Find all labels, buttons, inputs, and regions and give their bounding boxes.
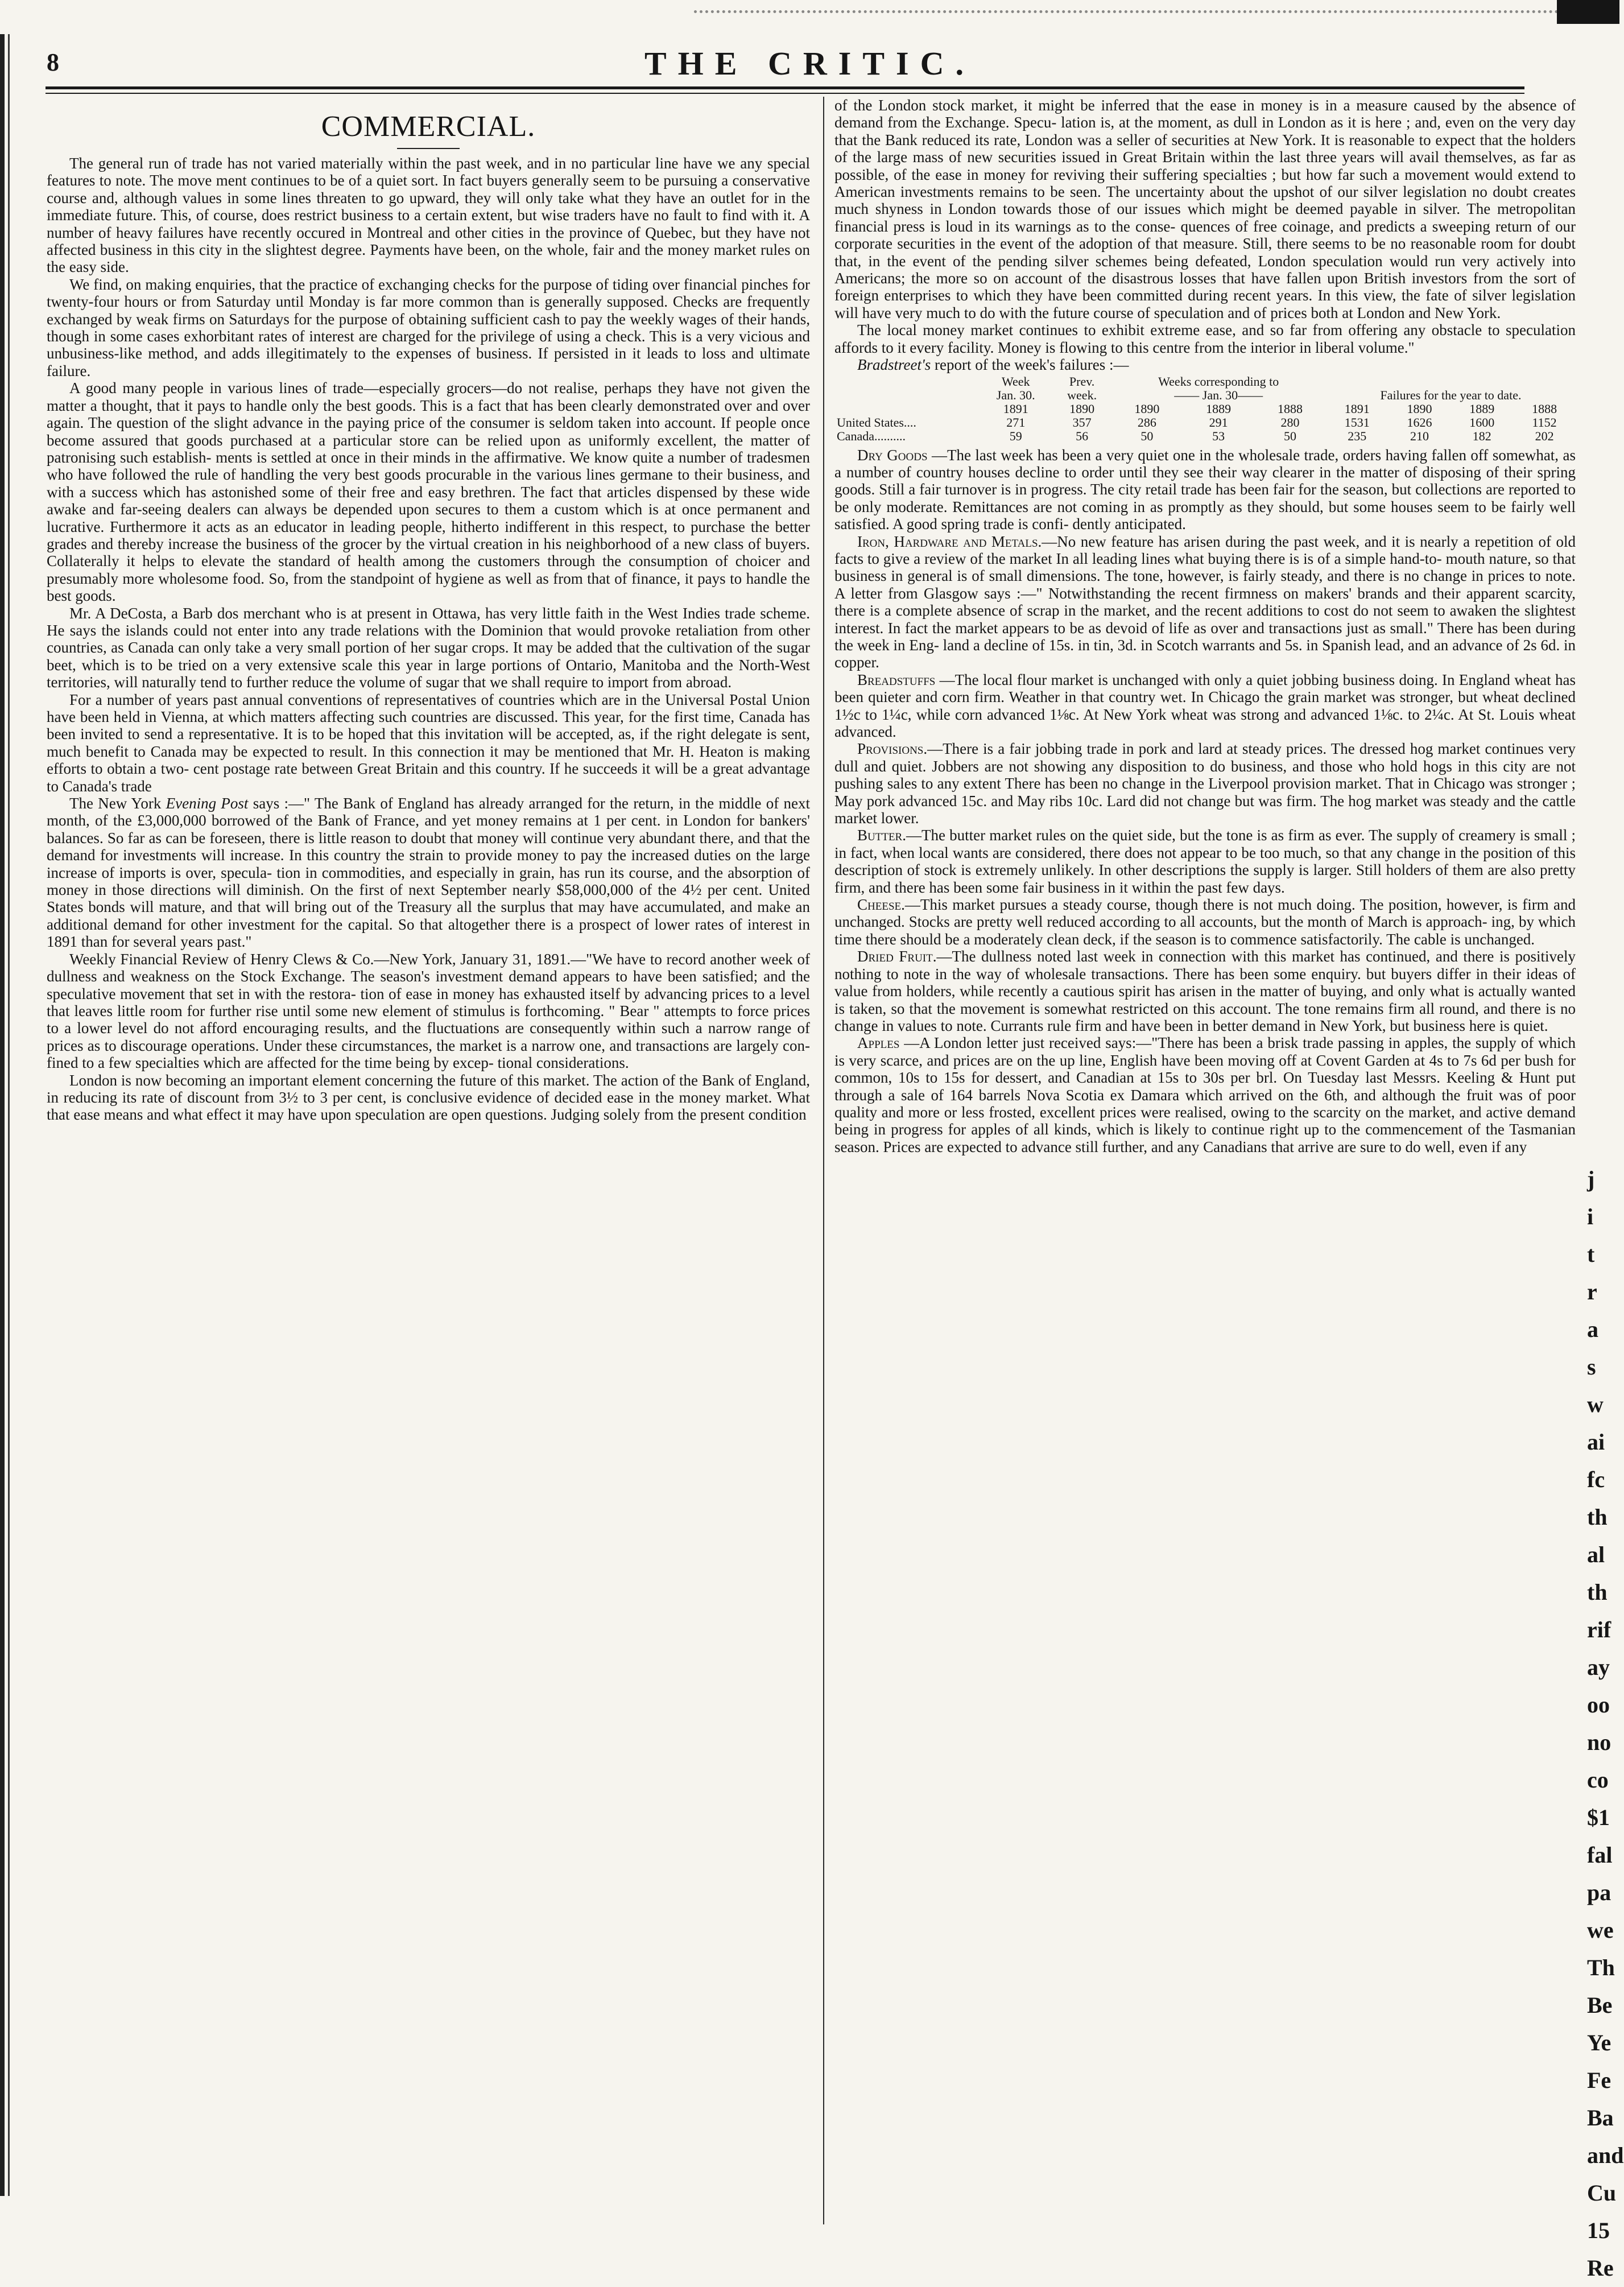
paragraph-london-market: London is now becoming an important element concerning the future of this market. The action of the Bank of England, in reducing its rate of discount from 3½ to 3 per cent, is conclusive evidence of decided ease in the money market. What that ease means and what effect it may have upon speculation are open questions. Judging solely from the present condition: [47, 1071, 810, 1124]
provisions-text: —There is a fair jobbing trade in pork and lard at steady prices. The dressed hog market continues very dull and quiet. Jobbers are not showing any disposition to do business, and those who hold hogs in this city are not pushing sales to any extent There has been no change in the Liverpool provision market. That in Chicago was stronger ; May pork advanced 15c. and May ribs 10c. Lard did not change but was firm. The hog market was steady and the cattle market lower.: [834, 740, 1576, 827]
margin-fragment: Be: [1587, 1992, 1613, 2018]
margin-fragment: a: [1587, 1316, 1598, 1342]
top-edge-strip: [0, 0, 1619, 40]
paragraph-evening-post: [47, 795, 810, 951]
margin-fragment: oo: [1587, 1692, 1610, 1718]
table-cell: 1600: [1469, 415, 1495, 430]
table-cell: 235: [1348, 428, 1367, 443]
section-heading: COMMERCIAL.: [321, 110, 536, 143]
failures-header-row-2: [834, 389, 1576, 402]
left-column: [47, 97, 810, 1124]
year-cell: 1889: [1469, 401, 1495, 416]
iron-text: —No new feature has arisen during the past week, and it is nearly a repetition of old facts to give a review of the market In all leading lines what buying there is is of a simple hand-to- mouth nature, so that business in general is of small dimensions. The tone, however, is fairly steady, and there is no change in prices to note. A letter from Glasgow says :—" Notwithstanding the recent firmness on makers' brands and their apparent scarcity, there is a complete absence of scrap in the market, and the recent additions to cost do not seem to awaken the slightest interest. In fact the market appears to be as devoid of life as over and transactions just as small." There has been during the week in Eng- land a decline of 15s. in tin, 3d. in Scotch warrants and 5s. in Spanish lead, and an advance of 2s 6d. in copper.: [834, 532, 1576, 671]
paragraph-dry-goods: [834, 447, 1576, 533]
margin-fragment: i: [1587, 1204, 1594, 1229]
margin-fragment: ay: [1587, 1654, 1610, 1680]
paragraph-butter: [834, 827, 1576, 896]
margin-fragment: Th: [1587, 1955, 1615, 1980]
paragraph-london-continued: of the London stock market, it might be inferred that the ease in money is in a measure caused by the absence of demand from the Exchange. Specu- lation is, at the moment, as dull in London as it is here ; and, even on the very day that the Bank reduced its rate, London was a seller of securities at New York. It is reasonable to expect that the holders of the large mass of new securities issued in Great Britain within the last three years will avail themselves, as far as possible, of the ease in money for reviving their suffering specialties ; but how far such a movement would extend to American investments remains to be seen. The uncertainty about the upshot of our silver legislation no doubt creates much shyness in London towards those of our issues which might be deemed payable in silver. The metropolitan financial press is loud in its warnings as to the conse- quences of free coinage, and predicts a sweeping return of our corporate securities in the event of the adoption of that measure. Still, there seems to be no reasonable room for doubt that, in the event of the pending silver schemes being defeated, London speculation would run very actively into Americans; the more so on account of the disastrous losses that have fallen upon British investors from the sort of foreign enterprises to which they have been committed during recent years. In this view, the fate of silver legislation will have very much to do with the future course of speculation and of prices both at London and New York.: [834, 97, 1576, 321]
margin-fragment: and: [1587, 2142, 1624, 2168]
table-cell: 56: [1076, 428, 1089, 443]
table-header-cell: Jan. 30.: [996, 387, 1035, 402]
margin-fragment: w: [1587, 1392, 1604, 1417]
table-cell: 286: [1137, 415, 1156, 430]
margin-fragment: Re: [1587, 2255, 1614, 2281]
paragraph-best-goods: A good many people in various lines of trade—especially grocers—do not realise, perhaps they have not given the matter a thought, that it pays to handle only the best goods. This is a fact that has been clearly demonstrated over and over again. The question of the slight advance in the paying price of the consumer is seldom taken into account. If people once become assured that goods purchased at a particular store can be relied upon as uniformly excellent, the matter of patronising such establish- ments is settled at once in their minds in the affirmative. We know quite a number of tradesmen who have followed the rule of handling the very best goods procurable in the various lines germane to their business, and with a success which has astonished some of their free and easy brethren. The fact that articles dispensed by these wide awake and far-seeing dealers can always be depended upon secures to them a custom which is at once permanent and lucrative. Furthermore it acts as an educator in leading people, hitherto indifferent in this respect, to purchase the better grades and thereby increase the business of the grocer by the virtual creation in his neighborhood of a new class of buyers. Collaterally it helps to elevate the standard of health among the customers through the consumption of choicer and presumably more wholesome food. So, from the standpoint of hygiene as well as from that of finance, it pays to handle the best goods.: [47, 379, 810, 605]
table-cell: 202: [1535, 428, 1554, 443]
table-header-cell: Failures for the year to date.: [1380, 387, 1522, 402]
year-cell: 1891: [1003, 401, 1028, 416]
paragraph-cheese: [834, 896, 1576, 948]
table-cell: 50: [1283, 428, 1296, 443]
table-cell: 1626: [1407, 415, 1432, 430]
breadstuffs-title: Breadstuffs: [857, 671, 936, 688]
butter-text: —The butter market rules on the quiet side, but the tone is as firm as ever. The supply of creamery is small ; in fact, when local wants are considered, there does not appear to be too much, so that any change in the position of this description of stock is extremely unlikely. In other descriptions the supply is larger. Still holders of them are also pretty firm, and there has been some fair business in it within the past few days.: [834, 827, 1576, 896]
row-label: Canada..........: [837, 428, 906, 443]
dry-goods-title: Dry Goods: [857, 446, 928, 464]
margin-fragment: al: [1587, 1542, 1605, 1567]
table-row: [834, 416, 1576, 430]
paragraph-clews-review: Weekly Financial Review of Henry Clews & Co.—New York, January 31, 1891.—"We have to record another week of dullness and weakness on the Stock Exchange. The season's investment demand appears to have been satisfied; and the speculative movement that set in with the restora- tion of ease in money has exhausted itself by advancing prices to a level that leaves little room for further rise until some new element of stimulus is forthcoming. " Bear " attempts to force prices to a lower level do not afford encouraging results, and the fluctuations are consequently within such a narrow range of prices as to discourage operations. Under these circumstances, the market is a narrow one, and transactions are largely con- fined to a few specialties which are affected for the time being by excep- tional considerations.: [47, 950, 810, 1072]
table-cell: 1531: [1344, 415, 1370, 430]
left-scan-edge-line: [8, 34, 10, 2196]
margin-fragment: Ba: [1587, 2105, 1614, 2131]
table-header-cell: Week: [1001, 374, 1030, 389]
table-header-cell: —— Jan. 30——: [1174, 387, 1263, 402]
dried-fruit-title: Dried Fruit.: [857, 948, 937, 965]
table-cell: 357: [1072, 415, 1092, 430]
iron-title: Iron, Hardware and Metals.: [857, 532, 1042, 550]
paragraph-local-money: The local money market continues to exhibit extreme ease, and so far from offering any obstacle to speculation affords to it every facility. Money is flowing to this centre from the interior in liberal volume.": [834, 321, 1576, 356]
margin-fragment: fc: [1587, 1467, 1605, 1492]
left-scan-edge: [0, 34, 5, 2196]
margin-fragment: Fe: [1587, 2067, 1611, 2093]
paragraph-west-indies: Mr. A DeCosta, a Barb dos merchant who is at present in Ottawa, has very little faith in the West Indies trade scheme. He says the islands could not enter into any trade relations with the Dominion that would provoke retaliation from other countries, as Canada can only take a very small portion of her sugar crops. It may be added that the cultivation of the sugar beet, which is to be tried on a very extensive scale this year in large portions of Ontario, Manitoba and the North-West territories, will naturally tend to further reduce the volume of sugar that we shall require to import from abroad.: [47, 604, 810, 691]
margin-fragment: s: [1587, 1354, 1596, 1380]
year-cell: 1888: [1277, 401, 1303, 416]
apples-title: Apples: [857, 1034, 900, 1052]
margin-fragment: pa: [1587, 1880, 1611, 1905]
margin-fragment: r: [1587, 1279, 1597, 1305]
evening-post-quote: says :—" The Bank of England has already arranged for the return, in the middle of next month, of the £3,000,000 borrowed of the Bank of France, and yet money remains at 1 per cent. in London for bankers' balances. So far as can be foreseen, there is little reason to doubt that money will continue very abundant there, and that the demand for investments will increase. In this country the strain to provide money to pay the increased duties on the large increase of imports is over, specula- tion in commodities, and especially in grain, has run its course, and the absorption of money in those directions will diminish. On the first of next September nearly $58,000,000 of the 4½ per cent. United States bonds will mature, and that will bring out of the Treasury all the surplus that may have accumulated, and make an additional demand for other investment for the capital. So that altogether there is a prospect of lower rates of interest in 1891 than for several years past.": [47, 795, 810, 951]
year-cell: 1890: [1134, 401, 1160, 416]
table-row: [834, 430, 1576, 443]
right-column: [834, 97, 1576, 1155]
table-cell: 280: [1280, 415, 1300, 430]
paragraph-postal-union: For a number of years past annual conventions of representatives of countries which are in the Universal Postal Union have been held in Vienna, at which matters affecting such countries are discussed. This year, for the first time, Canada has been invited to send a representative. It is to be hoped that this invitation will be accepted, as, if the right delegate is sent, much benefit to Canada may be expected to result. In this connection it may be mentioned that Mr. H. Heaton is making efforts to obtain a two- cent postage rate between Great Britain and this country. If he succeeds it will be a great advantage to Canada's trade: [47, 691, 810, 795]
table-cell: 59: [1009, 428, 1022, 443]
table-cell: 50: [1140, 428, 1154, 443]
paragraph-iron: [834, 533, 1576, 671]
dried-fruit-text: —The dullness noted last week in connection with this market has continued, and there is positively nothing to note in the way of wholesale transactions. There has been some enquiry. but buyers differ in their ideas of value from holders, while recently a cautious spirit has arisen in the matter of buying, and only what is actually wanted is taken, so that the movement is somewhat restricted on this account. The tone remains firm all round, and there is no change in values to note. Currants rule firm and have been in better demand in New York, but business here is quiet.: [834, 948, 1576, 1034]
paragraph-bradstreet: [834, 356, 1576, 373]
print-smudge: [694, 2, 1570, 13]
apples-text: —A London letter just received says:—"There has been a brisk trade passing in apples, the supply of which is very scarce, and prices are on the up line, English have been moving off at Covent Garden at 4s to 7s 6d per bush for common, 10s to 15s for dessert, and Canadian at 15s to 30s per brl. On Tuesday last Messrs. Keeling & Hunt put through a sale of 164 barrels Nova Scotia ex Damara which arrived on the 6th, and although the fruit was of poor quality and more or less frosted, excellent prices were realised, owing to the scarcity on the market, and active demand being in progress for apples of all kinds, which is likely to continue right up to the commencement of the Tasmanian season. Prices are expected to advance still further, and any Canadians that arrive are sure to do well, even if any: [834, 1034, 1576, 1155]
bradstreet-title: Bradstreet's: [857, 356, 931, 374]
adjacent-page-fragments: [1587, 1161, 1624, 2281]
provisions-title: Provisions.: [857, 740, 928, 758]
evening-post-title: Evening Post: [166, 795, 249, 812]
margin-fragment: no: [1587, 1729, 1611, 1755]
margin-fragment: rif: [1587, 1617, 1611, 1642]
table-cell: 291: [1209, 415, 1228, 430]
table-cell: 1152: [1532, 415, 1557, 430]
paragraph-apples: [834, 1034, 1576, 1155]
paragraph-dried-fruit: [834, 948, 1576, 1034]
paragraph-trade-overview: The general run of trade has not varied materially within the past week, and in no particular line have we any special features to note. The move ment continues to be of a quiet sort. In fact buyers generally seem to be pursuing a conservative course and, although values in some lines threaten to go upward, they will only take what they have an outlet for in the immediate future. This, of course, does restrict business to a certain extent, but wise traders have no fault to find with it. A number of heavy failures have recently occured in Montreal and other cities in the province of Quebec, but they have not affected business in this city in the slightest degree. Payments have been, on the whole, fair and the money market rules on the easy side.: [47, 155, 810, 276]
newspaper-title: THE CRITIC.: [644, 45, 975, 82]
table-cell: 271: [1006, 415, 1026, 430]
butter-title: Butter.: [857, 827, 906, 844]
margin-fragment: $1: [1587, 1805, 1610, 1830]
header-rule-thick: [46, 86, 1524, 89]
heading-rule: [397, 148, 460, 149]
margin-fragment: Cu: [1587, 2180, 1617, 2206]
margin-fragment: co: [1587, 1767, 1609, 1793]
margin-fragment: ai: [1587, 1429, 1605, 1455]
table-header-cell: week.: [1067, 387, 1097, 402]
margin-fragment: Ye: [1587, 2030, 1611, 2055]
failures-years-row: [834, 402, 1576, 416]
year-cell: 1889: [1206, 401, 1232, 416]
year-cell: 1890: [1407, 401, 1432, 416]
failures-header-row-1: [834, 375, 1576, 389]
row-label: United States....: [837, 415, 916, 430]
column-divider: [823, 97, 824, 2224]
table-cell: 182: [1472, 428, 1491, 443]
cheese-text: —This market pursues a steady course, though there is not much doing. The position, however, is firm and unchanged. Stocks are pretty well reduced according to all accounts, but the month of March is approach- ing, by which time there should be a moderately clean deck, if the season is to commence satisfactorily. The cable is unchanged.: [834, 896, 1576, 948]
cheese-title: Cheese.: [857, 896, 905, 914]
year-cell: 1891: [1344, 401, 1370, 416]
margin-fragment: we: [1587, 1917, 1614, 1943]
margin-fragment: th: [1587, 1579, 1608, 1605]
table-cell: 53: [1212, 428, 1225, 443]
table-cell: 210: [1410, 428, 1429, 443]
header-rule-thin: [46, 93, 1524, 94]
margin-fragment: th: [1587, 1504, 1608, 1530]
paragraph-breadstuffs: [834, 671, 1576, 741]
failures-table: [834, 375, 1576, 443]
table-header-cell: Prev.: [1069, 374, 1095, 389]
margin-fragment: j: [1587, 1166, 1595, 1192]
page-number: 8: [47, 48, 59, 76]
scan-edge-bar: [1557, 0, 1619, 24]
margin-fragment: fal: [1587, 1842, 1613, 1868]
evening-post-intro: The New York: [69, 795, 166, 812]
breadstuffs-text: —The local flour market is unchanged with only a quiet jobbing business doing. In England wheat has been quieter and corn firm. Weather in that country wet. In Chicago the grain market was stronger, but wheat declined 1½c to 1¼c, while corn advanced 1⅛c. At New York wheat was strong and advanced 1⅛c. to 2¼c. At St. Louis wheat advanced.: [834, 671, 1576, 740]
paragraph-check-exchange: We find, on making enquiries, that the practice of exchanging checks for the purpose of tiding over financial pinches for twenty-four hours or from Saturday until Monday is far more common than is generally supposed. Checks are frequently exchanged by weak firms on Saturdays for the purpose of obtaining sufficient cash to pay the weekly wages of their hands, though in some cases exhorbitant rates of interest are charged for the privilege of using a check. This is a very vicious and unbusiness-like method, and adds illegitimately to the expenses of business. If persisted in it leads to loss and ultimate failure.: [47, 275, 810, 379]
margin-fragment: 15: [1587, 2218, 1610, 2243]
paragraph-provisions: [834, 740, 1576, 827]
margin-fragment: t: [1587, 1241, 1595, 1267]
year-cell: 1888: [1532, 401, 1557, 416]
bradstreet-intro: report of the week's failures :—: [931, 356, 1129, 374]
dry-goods-text: —The last week has been a very quiet one in the wholesale trade, orders having fallen off somewhat, as a number of country houses decline to order until they see their way clearer in the matter of disposing of their spring goods. Still a fair turnover is in progress. The city retail trade has been fair for the season, but collections are reported to be only moderate. Remittances are not coming in as promptly as they should, but some houses seem to be fairly well satisfied. A good spring trade is confi- dently anticipated.: [834, 446, 1576, 533]
table-header-cell: Weeks corresponding to: [1158, 374, 1279, 389]
year-cell: 1890: [1069, 401, 1095, 416]
